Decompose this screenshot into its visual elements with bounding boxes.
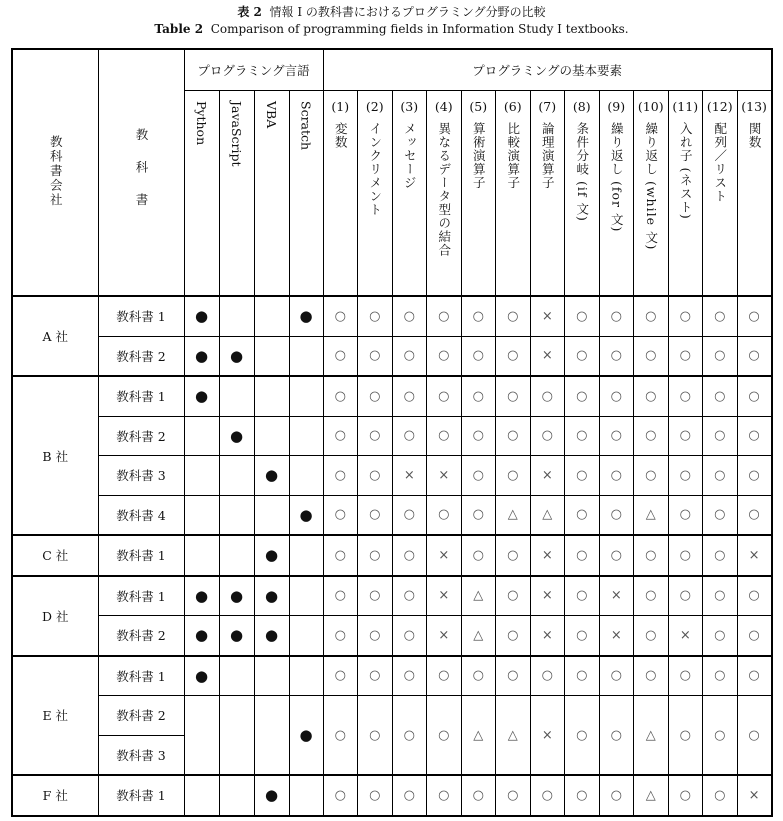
header-element-4 <box>427 91 462 297</box>
element-mark-9: ○ <box>599 696 634 776</box>
element-mark-9: × <box>599 616 634 656</box>
element-mark-2: ○ <box>358 656 393 696</box>
element-number: (5) <box>469 99 488 114</box>
language-mark-python <box>184 495 219 535</box>
element-mark-7: ○ <box>530 416 565 456</box>
element-label: 繰り返し (while 文) <box>643 122 659 251</box>
header-element-11 <box>668 91 703 297</box>
element-mark-11: ○ <box>668 376 703 416</box>
textbook-cell: 教科書 4 <box>98 495 184 535</box>
element-mark-1: ○ <box>323 416 358 456</box>
language-mark-python: ● <box>184 376 219 416</box>
element-mark-7: ○ <box>530 656 565 696</box>
header-element-5 <box>461 91 496 297</box>
element-mark-3: ○ <box>392 296 427 336</box>
element-mark-13: ○ <box>737 296 772 336</box>
element-number: (1) <box>331 99 350 114</box>
element-mark-13: ○ <box>737 376 772 416</box>
element-mark-2: ○ <box>358 576 393 616</box>
textbook-cell: 教科書 2 <box>98 336 184 376</box>
element-mark-7: × <box>530 296 565 336</box>
element-number: (6) <box>503 99 522 114</box>
language-mark-scratch <box>289 456 323 496</box>
element-label: メッセージ <box>402 122 418 190</box>
company-cell: A 社 <box>12 296 98 376</box>
element-mark-1: ○ <box>323 456 358 496</box>
element-mark-10: △ <box>634 495 669 535</box>
element-mark-5: ○ <box>461 456 496 496</box>
textbook-cell: 教科書 1 <box>98 656 184 696</box>
language-mark-vba: ● <box>254 775 289 816</box>
element-label: 関数 <box>747 122 763 149</box>
element-mark-5: ○ <box>461 775 496 816</box>
element-mark-7: ○ <box>530 376 565 416</box>
element-mark-8: ○ <box>565 495 600 535</box>
element-mark-3: ○ <box>392 656 427 696</box>
element-mark-3: ○ <box>392 616 427 656</box>
element-mark-10: ○ <box>634 535 669 576</box>
element-mark-6: ○ <box>496 775 531 816</box>
element-mark-8: ○ <box>565 535 600 576</box>
element-mark-13: × <box>737 775 772 816</box>
element-mark-12: ○ <box>703 336 738 376</box>
element-label: 論理演算子 <box>540 122 556 190</box>
element-label: 条件分岐 (if 文) <box>574 122 590 222</box>
element-mark-11: ○ <box>668 535 703 576</box>
element-mark-6: △ <box>496 696 531 776</box>
element-number: (13) <box>741 99 767 114</box>
language-mark-vba <box>254 656 289 696</box>
element-mark-7: × <box>530 456 565 496</box>
element-mark-2: ○ <box>358 416 393 456</box>
element-mark-3: ○ <box>392 416 427 456</box>
element-mark-11: ○ <box>668 775 703 816</box>
element-mark-8: ○ <box>565 416 600 456</box>
language-mark-python: ● <box>184 616 219 656</box>
textbook-cell: 教科書 2 <box>98 616 184 656</box>
company-cell: E 社 <box>12 656 98 776</box>
element-mark-4: ○ <box>427 336 462 376</box>
element-mark-11: ○ <box>668 495 703 535</box>
element-number: (10) <box>637 99 664 114</box>
element-mark-12: ○ <box>703 495 738 535</box>
header-company-label: 教科書会社 <box>48 134 64 208</box>
element-label: 比較演算子 <box>505 122 521 190</box>
language-label: JavaScript <box>229 101 244 167</box>
language-mark-vba <box>254 336 289 376</box>
element-mark-13: ○ <box>737 416 772 456</box>
textbook-cell: 教科書 3 <box>98 735 184 775</box>
table-row <box>12 336 772 376</box>
textbook-cell: 教科書 1 <box>98 535 184 576</box>
element-mark-7: × <box>530 336 565 376</box>
element-mark-10: ○ <box>634 336 669 376</box>
language-mark-python <box>184 416 219 456</box>
element-mark-2: ○ <box>358 495 393 535</box>
element-mark-1: ○ <box>323 376 358 416</box>
table-row <box>12 656 772 696</box>
element-mark-3: ○ <box>392 696 427 776</box>
element-mark-9: ○ <box>599 495 634 535</box>
element-mark-2: ○ <box>358 296 393 336</box>
header-element-group: プログラミングの基本要素 <box>323 49 772 91</box>
element-mark-6: ○ <box>496 656 531 696</box>
element-mark-11: ○ <box>668 696 703 776</box>
element-mark-5: ○ <box>461 656 496 696</box>
table-row <box>12 775 772 816</box>
element-label: 変数 <box>333 122 349 149</box>
element-number: (2) <box>365 99 384 114</box>
element-mark-10: ○ <box>634 616 669 656</box>
element-mark-4: ○ <box>427 656 462 696</box>
element-mark-12: ○ <box>703 376 738 416</box>
element-mark-3: × <box>392 456 427 496</box>
language-mark-vba <box>254 296 289 336</box>
element-mark-12: ○ <box>703 296 738 336</box>
element-mark-10: ○ <box>634 456 669 496</box>
textbook-cell: 教科書 2 <box>98 696 184 736</box>
textbook-cell: 教科書 1 <box>98 576 184 616</box>
element-mark-5: ○ <box>461 336 496 376</box>
element-mark-6: ○ <box>496 376 531 416</box>
element-mark-8: ○ <box>565 656 600 696</box>
element-mark-8: ○ <box>565 696 600 776</box>
element-mark-4: ○ <box>427 696 462 776</box>
element-mark-6: ○ <box>496 576 531 616</box>
table-row <box>12 535 772 576</box>
header-element-13 <box>737 91 772 297</box>
language-mark-python: ● <box>184 656 219 696</box>
element-mark-2: ○ <box>358 775 393 816</box>
language-mark-python: ● <box>184 336 219 376</box>
header-element-3 <box>392 91 427 297</box>
table-row <box>12 296 772 336</box>
element-label: 繰り返し (for 文) <box>609 122 625 233</box>
language-mark-python <box>184 775 219 816</box>
element-label: 算術演算子 <box>471 122 487 190</box>
language-mark-javascript <box>219 376 254 416</box>
language-mark-scratch <box>289 576 323 616</box>
header-element-10 <box>634 91 669 297</box>
language-mark-scratch <box>289 616 323 656</box>
element-mark-3: ○ <box>392 576 427 616</box>
element-mark-8: ○ <box>565 456 600 496</box>
caption-japanese-label: 表 2 <box>237 5 262 19</box>
caption-english-text: Comparison of programming fields in Information Study I textbooks. <box>210 22 629 36</box>
element-mark-1: ○ <box>323 495 358 535</box>
element-mark-12: ○ <box>703 775 738 816</box>
table-row <box>12 456 772 496</box>
element-mark-11: ○ <box>668 456 703 496</box>
element-mark-1: ○ <box>323 696 358 776</box>
language-mark-python: ● <box>184 296 219 336</box>
element-mark-9: ○ <box>599 416 634 456</box>
language-mark-scratch: ● <box>289 495 323 535</box>
element-mark-10: ○ <box>634 576 669 616</box>
element-mark-2: ○ <box>358 696 393 776</box>
element-mark-12: ○ <box>703 535 738 576</box>
caption-english <box>0 22 783 36</box>
language-mark-scratch <box>289 775 323 816</box>
language-mark-python <box>184 696 219 776</box>
element-mark-10: ○ <box>634 296 669 336</box>
element-mark-3: ○ <box>392 535 427 576</box>
element-mark-7: × <box>530 535 565 576</box>
element-mark-11: × <box>668 616 703 656</box>
element-mark-2: ○ <box>358 535 393 576</box>
header-textbook <box>98 49 184 296</box>
element-mark-1: ○ <box>323 775 358 816</box>
element-mark-8: ○ <box>565 376 600 416</box>
table-row <box>12 376 772 416</box>
header-company <box>12 49 98 296</box>
element-mark-13: ○ <box>737 696 772 776</box>
element-mark-4: × <box>427 616 462 656</box>
element-mark-6: ○ <box>496 416 531 456</box>
table-row <box>12 416 772 456</box>
table-row <box>12 616 772 656</box>
company-cell: C 社 <box>12 535 98 576</box>
header-textbook-label: 教 科 書 <box>134 128 149 214</box>
element-mark-4: ○ <box>427 376 462 416</box>
language-mark-python <box>184 456 219 496</box>
language-mark-scratch <box>289 336 323 376</box>
element-mark-13: ○ <box>737 456 772 496</box>
element-mark-7: × <box>530 616 565 656</box>
element-mark-5: △ <box>461 576 496 616</box>
element-mark-7: × <box>530 576 565 616</box>
element-number: (3) <box>400 99 419 114</box>
language-mark-javascript: ● <box>219 336 254 376</box>
element-mark-7: × <box>530 696 565 776</box>
element-mark-3: ○ <box>392 495 427 535</box>
language-mark-javascript <box>219 495 254 535</box>
element-mark-9: × <box>599 576 634 616</box>
element-mark-8: ○ <box>565 336 600 376</box>
element-mark-4: ○ <box>427 416 462 456</box>
element-mark-1: ○ <box>323 336 358 376</box>
element-mark-6: △ <box>496 495 531 535</box>
language-mark-javascript <box>219 656 254 696</box>
table-row <box>12 696 772 736</box>
table-row <box>12 576 772 616</box>
language-mark-vba: ● <box>254 456 289 496</box>
language-mark-scratch: ● <box>289 296 323 336</box>
element-mark-1: ○ <box>323 616 358 656</box>
header-language-python <box>184 91 219 297</box>
company-cell: D 社 <box>12 576 98 656</box>
header-row-groups <box>12 49 772 91</box>
element-mark-12: ○ <box>703 616 738 656</box>
element-mark-7: ○ <box>530 775 565 816</box>
element-mark-11: ○ <box>668 296 703 336</box>
element-mark-9: ○ <box>599 336 634 376</box>
element-mark-1: ○ <box>323 535 358 576</box>
element-mark-1: ○ <box>323 296 358 336</box>
element-mark-3: ○ <box>392 775 427 816</box>
element-mark-5: △ <box>461 616 496 656</box>
element-number: (9) <box>607 99 626 114</box>
language-mark-javascript: ● <box>219 576 254 616</box>
element-number: (11) <box>672 99 699 114</box>
element-mark-2: ○ <box>358 616 393 656</box>
textbook-cell: 教科書 1 <box>98 376 184 416</box>
language-mark-scratch <box>289 535 323 576</box>
textbook-cell: 教科書 1 <box>98 775 184 816</box>
element-mark-5: ○ <box>461 495 496 535</box>
element-mark-11: ○ <box>668 656 703 696</box>
element-mark-1: ○ <box>323 576 358 616</box>
language-mark-javascript <box>219 696 254 776</box>
language-mark-python: ● <box>184 576 219 616</box>
element-label: 入れ子 (ネスト) <box>678 122 694 220</box>
comparison-table <box>11 48 773 817</box>
element-mark-10: △ <box>634 775 669 816</box>
element-mark-9: ○ <box>599 775 634 816</box>
element-mark-5: ○ <box>461 296 496 336</box>
element-mark-4: × <box>427 535 462 576</box>
element-mark-10: ○ <box>634 416 669 456</box>
table-row <box>12 495 772 535</box>
language-label: VBA <box>264 101 279 129</box>
language-mark-vba <box>254 696 289 776</box>
caption-english-label: Table 2 <box>154 22 204 36</box>
element-mark-4: × <box>427 456 462 496</box>
element-mark-5: ○ <box>461 416 496 456</box>
element-mark-11: ○ <box>668 416 703 456</box>
language-mark-scratch <box>289 416 323 456</box>
element-number: (7) <box>538 99 557 114</box>
language-mark-vba: ● <box>254 576 289 616</box>
language-mark-javascript: ● <box>219 616 254 656</box>
element-mark-6: ○ <box>496 296 531 336</box>
header-language-scratch <box>289 91 323 297</box>
element-mark-2: ○ <box>358 456 393 496</box>
element-mark-8: ○ <box>565 576 600 616</box>
header-language-javascript <box>219 91 254 297</box>
language-mark-python <box>184 535 219 576</box>
element-mark-6: ○ <box>496 616 531 656</box>
header-element-12 <box>703 91 738 297</box>
element-number: (4) <box>434 99 453 114</box>
element-mark-10: △ <box>634 696 669 776</box>
language-mark-scratch <box>289 376 323 416</box>
language-mark-vba: ● <box>254 535 289 576</box>
company-cell: B 社 <box>12 376 98 535</box>
company-cell: F 社 <box>12 775 98 816</box>
element-mark-1: ○ <box>323 656 358 696</box>
language-mark-javascript <box>219 296 254 336</box>
element-mark-13: ○ <box>737 616 772 656</box>
textbook-cell: 教科書 3 <box>98 456 184 496</box>
element-mark-4: × <box>427 576 462 616</box>
element-mark-12: ○ <box>703 576 738 616</box>
header-element-9 <box>599 91 634 297</box>
element-mark-10: ○ <box>634 656 669 696</box>
header-language-group: プログラミング言語 <box>184 49 323 91</box>
element-mark-12: ○ <box>703 456 738 496</box>
element-mark-9: ○ <box>599 376 634 416</box>
element-mark-13: ○ <box>737 495 772 535</box>
header-element-6 <box>496 91 531 297</box>
textbook-cell: 教科書 1 <box>98 296 184 336</box>
element-mark-3: ○ <box>392 376 427 416</box>
element-number: (12) <box>706 99 733 114</box>
element-mark-5: ○ <box>461 376 496 416</box>
language-mark-vba <box>254 416 289 456</box>
element-mark-8: ○ <box>565 296 600 336</box>
element-mark-12: ○ <box>703 656 738 696</box>
header-element-8 <box>565 91 600 297</box>
element-mark-11: ○ <box>668 336 703 376</box>
element-mark-9: ○ <box>599 456 634 496</box>
table-body <box>12 296 772 816</box>
element-mark-5: ○ <box>461 535 496 576</box>
element-label: 異なるデータ型の結合 <box>436 122 452 257</box>
language-mark-scratch: ● <box>289 696 323 776</box>
header-element-1 <box>323 91 358 297</box>
header-element-2 <box>358 91 393 297</box>
element-mark-6: ○ <box>496 336 531 376</box>
language-label: Scratch <box>298 101 314 151</box>
language-mark-javascript <box>219 456 254 496</box>
element-mark-13: × <box>737 535 772 576</box>
element-mark-12: ○ <box>703 416 738 456</box>
element-mark-9: ○ <box>599 296 634 336</box>
language-label: Python <box>194 101 209 146</box>
language-mark-javascript <box>219 535 254 576</box>
header-element-7 <box>530 91 565 297</box>
element-mark-10: ○ <box>634 376 669 416</box>
element-mark-5: △ <box>461 696 496 776</box>
language-mark-vba <box>254 495 289 535</box>
language-mark-javascript <box>219 775 254 816</box>
element-mark-12: ○ <box>703 696 738 776</box>
element-mark-6: ○ <box>496 456 531 496</box>
language-mark-javascript: ● <box>219 416 254 456</box>
element-mark-7: △ <box>530 495 565 535</box>
element-mark-4: ○ <box>427 495 462 535</box>
element-mark-6: ○ <box>496 535 531 576</box>
element-label: インクリメント <box>367 122 383 217</box>
language-mark-scratch <box>289 656 323 696</box>
element-mark-2: ○ <box>358 336 393 376</box>
element-mark-2: ○ <box>358 376 393 416</box>
language-mark-vba: ● <box>254 616 289 656</box>
language-mark-vba <box>254 376 289 416</box>
element-mark-13: ○ <box>737 656 772 696</box>
element-mark-4: ○ <box>427 775 462 816</box>
element-mark-13: ○ <box>737 576 772 616</box>
element-mark-11: ○ <box>668 576 703 616</box>
caption-japanese-text: 情報 I の教科書におけるプログラミング分野の比較 <box>269 5 546 19</box>
caption-japanese <box>0 3 783 20</box>
element-number: (8) <box>572 99 591 114</box>
element-mark-3: ○ <box>392 336 427 376</box>
textbook-cell: 教科書 2 <box>98 416 184 456</box>
element-mark-9: ○ <box>599 656 634 696</box>
header-language-vba <box>254 91 289 297</box>
element-mark-9: ○ <box>599 535 634 576</box>
element-mark-8: ○ <box>565 616 600 656</box>
element-mark-13: ○ <box>737 336 772 376</box>
element-label: 配列／リスト <box>712 122 728 203</box>
element-mark-8: ○ <box>565 775 600 816</box>
element-mark-4: ○ <box>427 296 462 336</box>
